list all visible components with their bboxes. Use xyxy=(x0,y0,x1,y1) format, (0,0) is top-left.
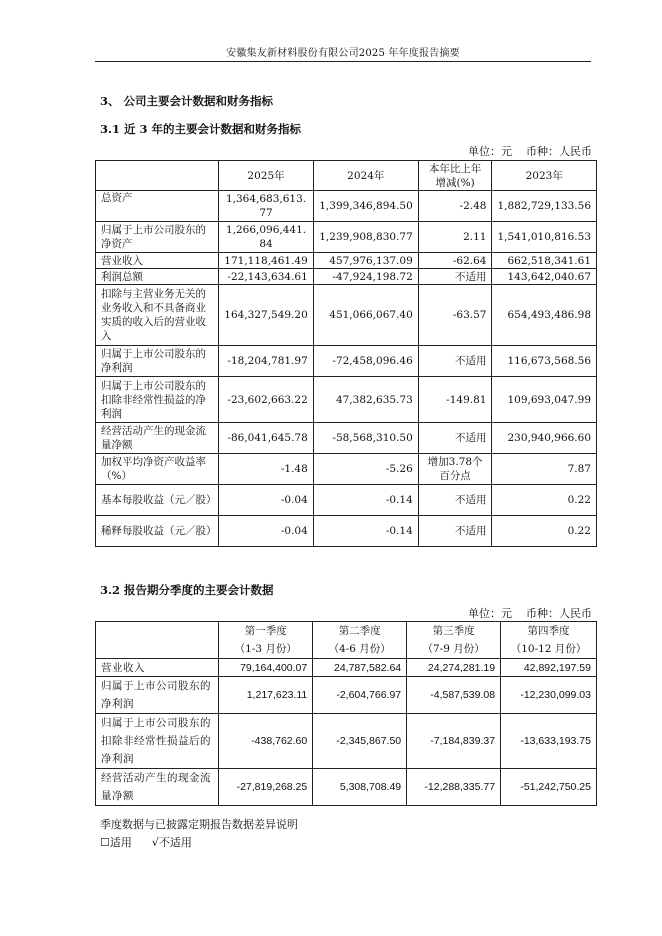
page-header: 安徽集友新材料股份有限公司2025 年年度报告摘要 xyxy=(226,48,460,59)
value-cell: 1,541,010,816.53 xyxy=(492,222,597,253)
table-row xyxy=(96,191,597,222)
value-cell: 不适用 xyxy=(418,423,492,454)
value-cell: -63.57 xyxy=(418,285,492,346)
value-cell: 不适用 xyxy=(418,516,492,547)
value-cell: -0.04 xyxy=(219,485,314,516)
value-cell: -62.64 xyxy=(418,253,492,269)
value-cell: -72,458,096.46 xyxy=(313,346,418,377)
value-cell: -23,602,663.22 xyxy=(219,377,314,423)
value-cell: 79,164,400.07 xyxy=(219,659,313,677)
table-row xyxy=(96,346,597,377)
value-cell: 2.11 xyxy=(418,222,492,253)
row-label: 经营活动产生的现金流量净额 xyxy=(96,423,219,454)
unit-label: 单位：元 xyxy=(468,607,512,620)
value-cell: -438,762.60 xyxy=(219,714,313,769)
value-cell: 47,382,635.73 xyxy=(313,377,418,423)
value-cell: -12,288,335.77 xyxy=(407,769,501,806)
table-row xyxy=(96,269,597,285)
header-cell: 2023年 xyxy=(492,161,597,191)
currency-label: 币种：人民币 xyxy=(526,607,592,620)
value-cell: -2.48 xyxy=(418,191,492,222)
value-cell: 164,327,549.20 xyxy=(219,285,314,346)
row-label: 营业收入 xyxy=(96,253,219,269)
table-row xyxy=(96,285,597,346)
value-cell: 662,518,341.61 xyxy=(492,253,597,269)
value-cell: -1.48 xyxy=(219,454,314,485)
row-label: 扣除与主营业务无关的业务收入和不具备商业实质的收入后的营业收入 xyxy=(96,285,219,346)
value-cell: -86,041,645.78 xyxy=(219,423,314,454)
row-label: 营业收入 xyxy=(96,659,219,677)
row-label: 归属于上市公司股东的扣除非经常性损益的净利润 xyxy=(96,377,219,423)
value-cell: 451,066,067.40 xyxy=(313,285,418,346)
value-cell: 1,266,096,441.84 xyxy=(219,222,314,253)
value-cell: 不适用 xyxy=(418,346,492,377)
value-cell: 116,673,568.56 xyxy=(492,346,597,377)
value-cell: -27,819,268.25 xyxy=(219,769,313,806)
value-cell: -22,143,634.61 xyxy=(219,269,314,285)
header-cell-q2 xyxy=(313,622,407,659)
value-cell: 5,308,708.49 xyxy=(313,769,407,806)
value-cell: 171,118,461.49 xyxy=(219,253,314,269)
value-cell: 24,274,281.19 xyxy=(407,659,501,677)
value-cell: -149.81 xyxy=(418,377,492,423)
header-cell: 2025年 xyxy=(219,161,314,191)
value-cell: -0.14 xyxy=(313,485,418,516)
section-3-1-title: 3.1 近 3 年的主要会计数据和财务指标 xyxy=(100,122,302,136)
quarter-name: 第四季度 xyxy=(527,625,570,637)
value-cell: 1,399,346,894.50 xyxy=(313,191,418,222)
table-row xyxy=(96,769,597,806)
table-row xyxy=(96,516,597,547)
row-label: 加权平均净资产收益率（%） xyxy=(96,454,219,485)
value-cell: 230,940,966.60 xyxy=(492,423,597,454)
header-cell-q4 xyxy=(501,622,597,659)
section-3-title: 3、 公司主要会计数据和财务指标 xyxy=(100,94,274,108)
annual-financial-table xyxy=(95,160,597,547)
value-cell: -2,604,766.97 xyxy=(313,677,407,714)
row-label: 归属于上市公司股东的净利润 xyxy=(96,346,219,377)
row-label: 基本每股收益（元／股） xyxy=(96,485,219,516)
value-cell: -12,230,099.03 xyxy=(501,677,597,714)
value-cell: -5.26 xyxy=(313,454,418,485)
value-cell: 不适用 xyxy=(418,485,492,516)
value-cell: -0.04 xyxy=(219,516,314,547)
value-cell: 654,493,486.98 xyxy=(492,285,597,346)
value-cell: -18,204,781.97 xyxy=(219,346,314,377)
row-label: 归属于上市公司股东的净利润 xyxy=(96,677,219,714)
table-row xyxy=(96,714,597,769)
value-cell: -51,242,750.25 xyxy=(501,769,597,806)
value-cell: -58,568,310.50 xyxy=(313,423,418,454)
value-cell: -0.14 xyxy=(313,516,418,547)
value-cell: 1,239,908,830.77 xyxy=(313,222,418,253)
value-cell: -47,924,198.72 xyxy=(313,269,418,285)
row-label: 经营活动产生的现金流量净额 xyxy=(96,769,219,806)
quarter-period: （4-6 月份） xyxy=(328,643,391,655)
value-cell: 增加3.78个百分点 xyxy=(418,454,492,485)
header-cell-q3 xyxy=(407,622,501,659)
quarterly-financial-table xyxy=(95,621,597,806)
value-cell: 1,364,683,613.77 xyxy=(219,191,314,222)
unit-label: 单位：元 xyxy=(468,145,512,158)
table-row xyxy=(96,423,597,454)
value-cell: 457,976,137.09 xyxy=(313,253,418,269)
value-cell: 7.87 xyxy=(492,454,597,485)
value-cell: 42,892,197.59 xyxy=(501,659,597,677)
quarter-name: 第一季度 xyxy=(244,625,287,637)
table-row xyxy=(96,222,597,253)
value-cell: -13,633,193.75 xyxy=(501,714,597,769)
table-header-row xyxy=(96,161,597,191)
value-cell: 1,217,623.11 xyxy=(219,677,313,714)
table-header-row xyxy=(96,622,597,659)
quarter-period: （1-3 月份） xyxy=(234,643,297,655)
not-applicable-checkbox: √不适用 xyxy=(151,836,192,849)
value-cell: 109,693,047.99 xyxy=(492,377,597,423)
quarter-name: 第二季度 xyxy=(338,625,381,637)
table-row xyxy=(96,253,597,269)
header-cell-change: 本年比上年 增减(%) xyxy=(418,161,492,191)
table-row xyxy=(96,485,597,516)
header-cell xyxy=(96,161,219,191)
table-row xyxy=(96,677,597,714)
table-row xyxy=(96,454,597,485)
value-cell: -7,184,839.37 xyxy=(407,714,501,769)
applicable-checkbox: ☐适用 xyxy=(100,836,132,849)
value-cell: 0.22 xyxy=(492,485,597,516)
applicability-options xyxy=(100,834,192,850)
value-cell: -2,345,867.50 xyxy=(313,714,407,769)
header-cell-q1 xyxy=(219,622,313,659)
value-cell: 0.22 xyxy=(492,516,597,547)
value-cell: 24,787,582.64 xyxy=(313,659,407,677)
row-label: 稀释每股收益（元／股） xyxy=(96,516,219,547)
value-cell: 不适用 xyxy=(418,269,492,285)
row-label: 总资产 xyxy=(96,191,219,222)
row-label: 利润总额 xyxy=(96,269,219,285)
unit-currency-line-1 xyxy=(468,143,592,159)
quarter-period: （10-12 月份） xyxy=(510,643,587,655)
header-divider xyxy=(95,61,591,62)
value-cell: 1,882,729,133.56 xyxy=(492,191,597,222)
quarter-period: （7-9 月份） xyxy=(422,643,485,655)
table-row xyxy=(96,377,597,423)
section-3-2-title: 3.2 报告期分季度的主要会计数据 xyxy=(100,583,274,597)
header-cell xyxy=(96,622,219,659)
unit-currency-line-2 xyxy=(468,605,592,621)
row-label: 归属于上市公司股东的扣除非经常性损益后的净利润 xyxy=(96,714,219,769)
value-cell: -4,587,539.08 xyxy=(407,677,501,714)
currency-label: 币种：人民币 xyxy=(526,145,592,158)
table-row xyxy=(96,659,597,677)
quarterly-diff-note: 季度数据与已披露定期报告数据差异说明 xyxy=(100,818,298,831)
header-cell: 2024年 xyxy=(313,161,418,191)
value-cell: 143,642,040.67 xyxy=(492,269,597,285)
row-label: 归属于上市公司股东的净资产 xyxy=(96,222,219,253)
quarter-name: 第三季度 xyxy=(432,625,475,637)
